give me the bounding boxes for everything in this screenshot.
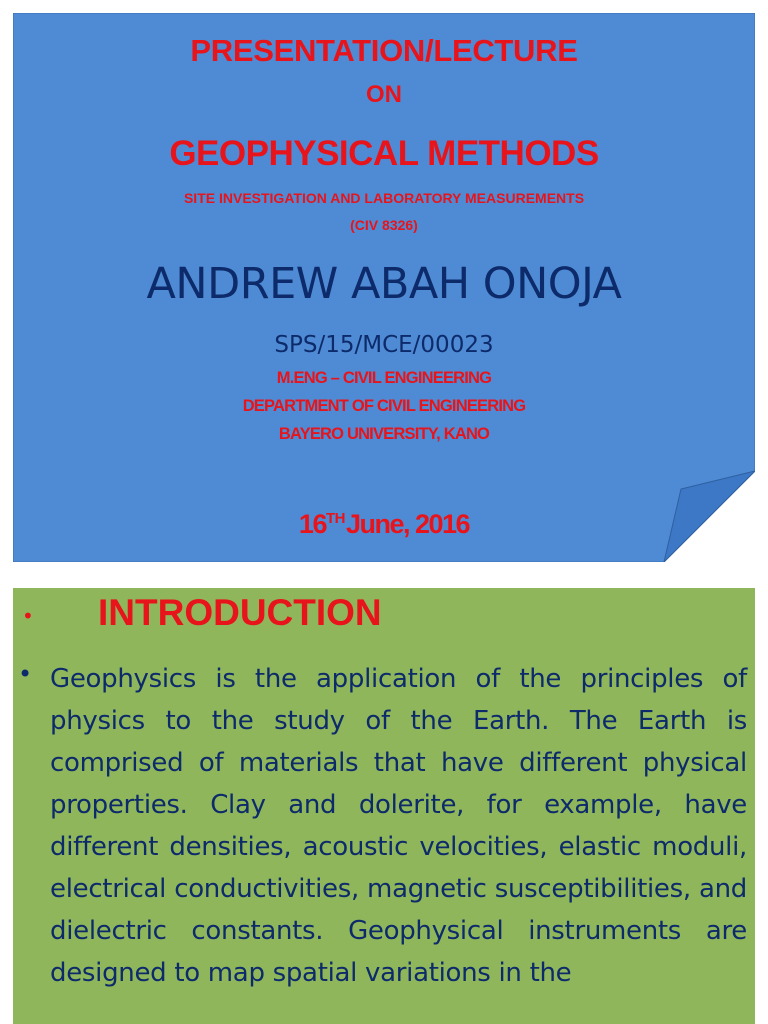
date-rest: June, 2016 xyxy=(345,509,470,539)
introduction-heading: INTRODUCTION xyxy=(98,592,382,633)
department-line: DEPARTMENT OF CIVIL ENGINEERING xyxy=(242,397,526,415)
date-suffix: TH xyxy=(325,510,345,527)
presentation-date xyxy=(13,509,755,540)
degree-line: M.ENG – CIVIL ENGINEERING xyxy=(276,369,492,387)
author-name: ANDREW ABAH ONOJA xyxy=(146,259,622,309)
topic-title: GEOPHYSICAL METHODS xyxy=(169,134,599,173)
university-line: BAYERO UNIVERSITY, KANO xyxy=(278,425,490,443)
introduction-slide xyxy=(13,588,755,1024)
on-label: ON xyxy=(366,81,402,108)
subtitle: SITE INVESTIGATION AND LABORATORY MEASUREMENTS xyxy=(183,190,585,206)
title-slide xyxy=(13,13,755,562)
presentation-heading: PRESENTATION/LECTURE xyxy=(190,33,578,68)
body-bullet: • xyxy=(18,660,33,688)
registration-number: SPS/15/MCE/00023 xyxy=(274,332,494,358)
heading-bullet: • xyxy=(22,604,34,628)
course-code: (CIV 8326) xyxy=(350,217,418,233)
introduction-body: Geophysics is the application of the principles of physics to the study of the Earth. The Earth is comprised of materials that have different physical properties. Clay and dolerite, for example, have different densities, acoustic velocities, elastic moduli, electrical conductivities, magnetic susceptibilities, and dielectric constants. Geophysical instruments are designed to map spatial variations in the xyxy=(50,664,747,988)
date-day: 16 xyxy=(298,509,326,539)
